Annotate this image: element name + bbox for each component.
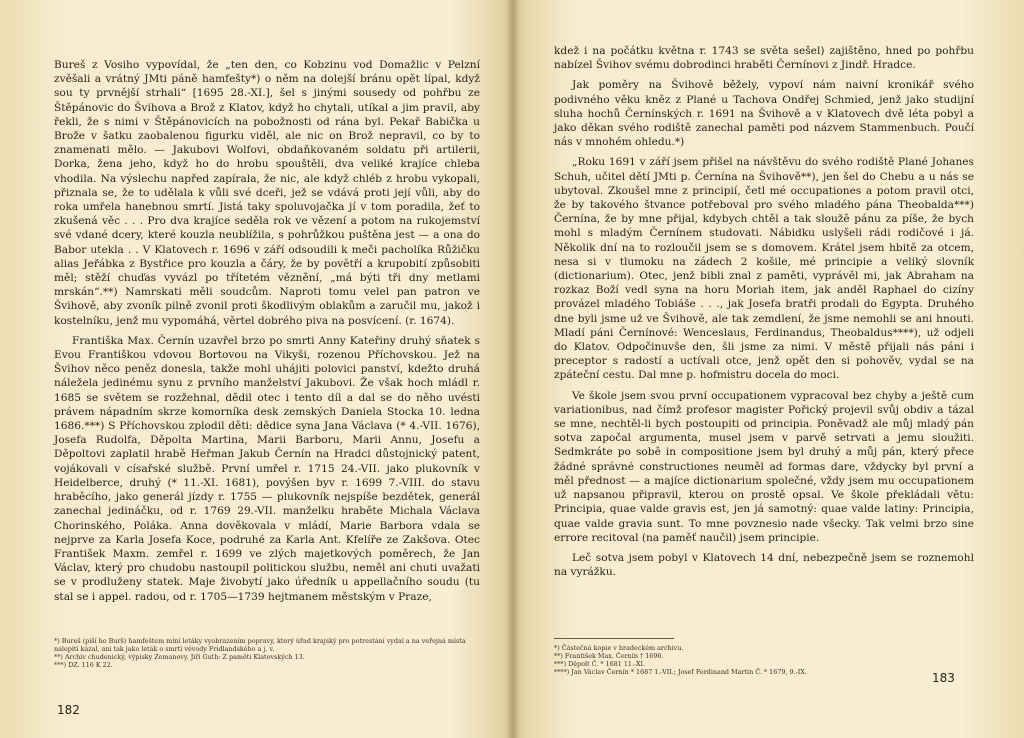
right-footnote-4: ****) Jan Václav Černín * 1687 1.-VII.; Josef Ferdinand Martin Č. * 1679, 9.-IX. bbox=[554, 668, 807, 676]
right-paragraph-5: Leč sotva jsem pobyl v Klatovech 14 dní, nebezpečně jsem se roznemohl na vyrážku. bbox=[554, 551, 974, 579]
book-gutter bbox=[506, 0, 520, 738]
right-paragraph-4: Ve škole jsem svou první occupationem vypracoval bez chyby a ještě cum variationibus, nad čímž profesor magister Pořický projevil svůj obdiv a tázal se mne, nechtěl-li bych postoupiti od principia. Poněvadž ale můj mladý pán sotva započal argumenta, musel jsem v parvě setrvati a jemu sloužiti. Sedmkráte po sobě in compositione jsem byl druhý a můj pán, který přece žádné správné constructiones neuměl ad formas dare, vždycky byl první a měl přednost — a majíce dictionarium společné, vždy jsem mu occupationem už napsanou připravil, kterou on prostě opsal. Ve škole překládali větu: Principia, quae valde gravis est, jen já samotný: quae valde latiny: Principia, quae valde gravia sunt. To mne povznesio nade všecky. Tak velmi brzo sine errore recitoval (na paměť naučil) jsem principie. bbox=[554, 389, 974, 544]
right-paragraph-2: Jak poměry na Švihově běžely, vypoví nám naivní kronikář svého podivného věku kněz z Plané u Tachova Ondřej Schmied, jenž jako studijní sluha hochů Černínských r. 1691 na Švihově a v Klatovech dvě léta pobyl a jako děkan svého rodiště zanechal paměti pod názvem Stammenbuch. Poučí nás v mnohém ohledu.*) bbox=[554, 79, 974, 149]
left-footnote-2: **) Archiv chudenický, výpisky Zemanovy. Jiří Guth: Z paměti Klatovských 13. bbox=[54, 653, 305, 661]
left-page-number: 182 bbox=[57, 703, 80, 717]
left-footnote-1: *) Bureš (píší ho Burš) hamfeštem míní letáky vyobrazením popravy, který úřad krajský pro potrestání vydal a na veřejná místa nalepiti kázal, ani tak jako leták o smrti vévody Fridlandského a j. v. bbox=[54, 637, 466, 653]
right-footnote-2: **) František Max. Černín † 1696. bbox=[554, 652, 664, 660]
right-footnote-3: ***) Děpolt Č. * 1681 11.-XI. bbox=[554, 660, 646, 668]
right-footnote-1: *) Částečná kopie v hradeckém archivu. bbox=[554, 644, 684, 652]
left-paragraph-1: Bureš z Vosiho vypovídal, že „ten den, co Kobzinu vod Domažlic v Pelzní zvěšali a vrátný JMti páně hamfešty*) o něm na dolejší bránu opět lípal, když sou ty prvnější strhali“ [1695 28.-XI.], šel s jinými sousedy od pohřbu ze Štěpánovic do Švihova a Brož z Klatov, když ho chytali, utíkal a jim pravil, aby řekli, že s nimi v Štěpánovicích na pobožnosti od rána byl. Pekař Babička u Brože v šatku zaobalenou figurku viděl, ale nic on Brož nepravil, co by to znamenati mělo. — Jakubovi Wolfovi, obdaňkovaném soldatu při artilerii, Dorka, žena jeho, když ho do hrobu spouštěli, dva veliké krajíce chleba vhodila. Na výslechu napřed zapírala, že nic, ale když chléb z hrobu vykopali, přiznala se, že to udělala k vůli své dceři, jež se vdává proti její vůli, aby do roka umřela hanebnou smrtí. Jistá taky spoluvojačka jí v tom poradila, žeť to zkušená věc . . . Pro dva krajíce seděla rok ve vězení a potom na rukojemství své vdané dcery, které kouzla neublížila, s pohrůžkou puštěna jest — a ona do Babor utekla . . V Klatovech r. 1696 v září odsoudili k meči pacholíka Růžičku alias Jeřábka z Bystřice pro kouzla a čáry, že by povětří a krupobití způsobiti měl; stěží chuďas vyvázl po třítetém věznění, „má býti tři dny metlami mrskán“.**) Namrskati měli soudcům. Naproti tomu velel pan patron ve Švihově, aby zvoník pilně zvonil proti škodlivým oblakům a zaručil mu, jakož i kostelníku, jenž mu vypomáhá, věrtel dobrého piva na posvícení. (r. 1674). bbox=[54, 59, 480, 327]
left-page bbox=[0, 0, 506, 738]
right-footnotes bbox=[554, 628, 934, 676]
right-page-number: 183 bbox=[932, 671, 955, 685]
left-paragraph-2: Františka Max. Černín uzavřel brzo po smrti Anny Kateřiny druhý sňatek s Evou Františkou vdovou Bortovou na Vikyši, rozenou Příchovskou. Jež na Švihov něco peněz donesla, takže mohl uhájiti polovici panství, kdežto druhá náležela jedinému synu z prvního manželství Jakubovi. Že však hoch mládl r. 1685 se světem se rozžehnal, dědil otec i tento díl a dal se do něho uvésti právem nápadním skrze komorníka desk zemských Daniela Stocka 10. ledna 1686.***) S Příchovskou zplodil děti: dědice syna Jana Václava (* 4.-VII. 1676), Josefa Rudolfa, Děpolta Martina, Marii Barboru, Marii Annu, Josefu a Děpoltovi zaplatil hrabě Heřman Jakub Černín na Hradci důstojnický patent, vojákovali v císařské službě. První umřel r. 1715 24.-VII. jako plukovník v Heidelberce, druhý (* 11.-XI. 1681), povýšen byv r. 1699 7.-VIII. do stavu hraběcího, jako generál jízdy r. 1755 — plukovník nejspíše bezdětek, generál zanechal jedináčku, od r. 1769 29.-VII. manželku hraběte Michala Václava Chorinského, Poláka. Anna dověkovala v mládí, Marie Barbora vdala se nejprve za Karla Josefa Koce, podruhé za Karla Ant. Kfelíře ze Zakšova. Otec František Maxm. zemřel r. 1699 ve zlých majetkových poměrech, že Jan Václav, který pro chudobu nastoupil politickou službu, neměl ani chuti uvažati se v prodluženy statek. Maje živobytí jako úředník u appellačního soudu (tu stal se i appel. radou, od r. 1705—1739 hejtmanem městským v Praze, bbox=[54, 334, 480, 603]
footnote-rule bbox=[554, 638, 674, 639]
right-paragraph-1: kdež i na počátku května r. 1743 se světa sešel) zajištěno, hned po pohřbu nabízel Švihov svému dobrodinci hraběti Černínovi z Jindř. Hradce. bbox=[554, 45, 974, 72]
right-paragraph-3: „Roku 1691 v září jsem přišel na návštěvu do svého rodiště Plané Johanes Schuh, učitel dětí JMti p. Černína na Švihově**), jen šel do Chebu a u nás se ubytoval. Zkoušel mne z principií, četl mé occupationes a potom pravil otci, že by takového štvance potřeboval pro svého mladého pána Theobalda***) Černína, že by mne přijal, kdybych chtěl a tak sloužě pánu za píše, že bych mohl s mladým Černínem studovati. Nábidku uslyšeli rádi rodičové i já. Několik dní na to rozloučil jsem se s domovem. Krátel jsem hbitě za otcem, nesa si v tlumoku na zádech 2 košile, mé principie a veliký slovník (dictionarium). Otec, jenž bibli znal z paměti, vyprávěl mi, jak Abraham na rozkaz Boží vedl syna na horu Moriah item, jak anděl Raphael do cizíny provázel mladého Tobiáše . . ., jak Josefa bratři prodali do Egypta. Druhého dne byli jsme už ve Švihově, ale tak zemdlení, že jsme nemohli se ani hnouti. Mladí páni Černínové: Wenceslaus, Ferdinandus, Theobaldus****), už odjeli do Klatov. Odpočinuvše den, šli jsme za nimi. V městě přijali nás páni i preceptor s radostí a uctívali otce, jenž opět den si pohověv, vydal se na zpáteční cestu. Dal mne p. hofmistru docela do moci. bbox=[554, 156, 974, 382]
left-footnotes bbox=[54, 637, 474, 669]
left-footnote-3: ***) DZ. 116 K 22. bbox=[54, 661, 113, 669]
